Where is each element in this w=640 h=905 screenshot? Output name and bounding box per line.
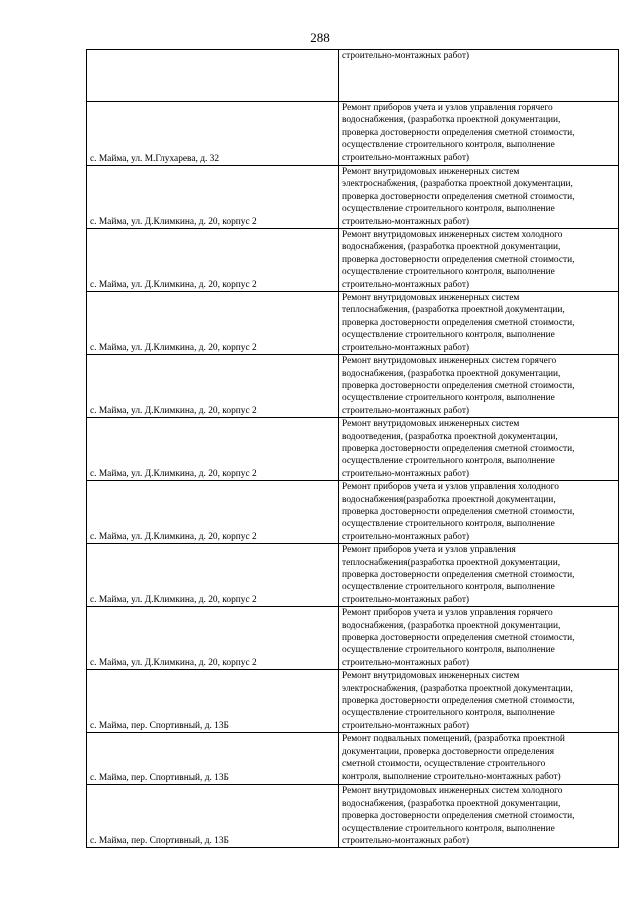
address-cell: с. Майма, ул. Д.Климкина, д. 20, корпус 2 [87,481,339,544]
address-cell: с. Майма, ул. Д.Климкина, д. 20, корпус 2 [87,355,339,418]
address-cell [87,50,339,102]
work-description-cell: Ремонт внутридомовых инженерных систем теплоснабжения, (разработка проектной документации, проверка достоверности определения сметной стоимости, осуществление строительного контроля, выполнение строительно-монтажных работ) [339,292,619,355]
address-cell: с. Майма, пер. Спортивный, д. 13Б [87,785,339,848]
address-cell: с. Майма, ул. Д.Климкина, д. 20, корпус 2 [87,544,339,607]
table-row [87,166,619,229]
address-cell: с. Майма, ул. Д.Климкина, д. 20, корпус 2 [87,292,339,355]
address-cell: с. Майма, пер. Спортивный, д. 13Б [87,733,339,785]
address-cell: с. Майма, пер. Спортивный, д. 13Б [87,670,339,733]
table-row [87,607,619,670]
work-description-cell: Ремонт внутридомовых инженерных систем горячего водоснабжения, (разработка проектной документации, проверка достоверности определения сметной стоимости, осуществление строительного контроля, выполнение строительно-монтажных работ) [339,355,619,418]
table-row [87,50,619,102]
work-description-cell: Ремонт внутридомовых инженерных систем электроснабжения, (разработка проектной документации, проверка достоверности определения сметной стоимости, осуществление строительного контроля, выполнение строительно-монтажных работ) [339,166,619,229]
works-table [86,49,619,848]
address-cell: с. Майма, ул. Д.Климкина, д. 20, корпус 2 [87,607,339,670]
table-row [87,785,619,848]
address-cell: с. Майма, ул. Д.Климкина, д. 20, корпус 2 [87,418,339,481]
work-description-cell: Ремонт внутридомовых инженерных систем холодного водоснабжения, (разработка проектной документации, проверка достоверности определения сметной стоимости, осуществление строительного контроля, выполнение строительно-монтажных работ) [339,229,619,292]
work-description-cell: Ремонт внутридомовых инженерных систем электроснабжения, (разработка проектной документации, проверка достоверности определения сметной стоимости, осуществление строительного контроля, выполнение строительно-монтажных работ) [339,670,619,733]
work-description-cell: Ремонт приборов учета и узлов управления горячего водоснабжения, (разработка проектной документации, проверка достоверности определения сметной стоимости, осуществление строительного контроля, выполнение строительно-монтажных работ) [339,102,619,166]
work-description-cell: Ремонт приборов учета и узлов управления горячего водоснабжения, (разработка проектной документации, проверка достоверности определения сметной стоимости, осуществление строительного контроля, выполнение строительно-монтажных работ) [339,607,619,670]
table-row [87,102,619,166]
table-row [87,733,619,785]
table-row [87,229,619,292]
table-row [87,670,619,733]
work-description-cell: Ремонт внутридомовых инженерных систем водоотведения, (разработка проектной документации, проверка достоверности определения сметной стоимости, осуществление строительного контроля, выполнение строительно-монтажных работ) [339,418,619,481]
work-description-cell: Ремонт внутридомовых инженерных систем холодного водоснабжения, (разработка проектной документации, проверка достоверности определения сметной стоимости, осуществление строительного контроля, выполнение строительно-монтажных работ) [339,785,619,848]
table-row [87,418,619,481]
work-description-cell: Ремонт приборов учета и узлов управления холодного водоснабжения(разработка проектной документации, проверка достоверности определения сметной стоимости, осуществление строительного контроля, выполнение строительно-монтажных работ) [339,481,619,544]
table-row [87,292,619,355]
address-cell: с. Майма, ул. М.Глухарева, д. 32 [87,102,339,166]
work-description-cell: Ремонт приборов учета и узлов управления теплоснабжения(разработка проектной документации, проверка достоверности определения сметной стоимости, осуществление строительного контроля, выполнение строительно-монтажных работ) [339,544,619,607]
page-number: 288 [310,30,330,45]
work-description-cell: Ремонт подвальных помещений, (разработка проектной документации, проверка достоверности определения сметной стоимости, осуществление строительного контроля, выполнение строительно-монтажных работ) [339,733,619,785]
table-row [87,355,619,418]
work-description-cell: строительно-монтажных работ) [339,50,619,102]
address-cell: с. Майма, ул. Д.Климкина, д. 20, корпус 2 [87,229,339,292]
address-cell: с. Майма, ул. Д.Климкина, д. 20, корпус 2 [87,166,339,229]
table-row [87,544,619,607]
table-row [87,481,619,544]
